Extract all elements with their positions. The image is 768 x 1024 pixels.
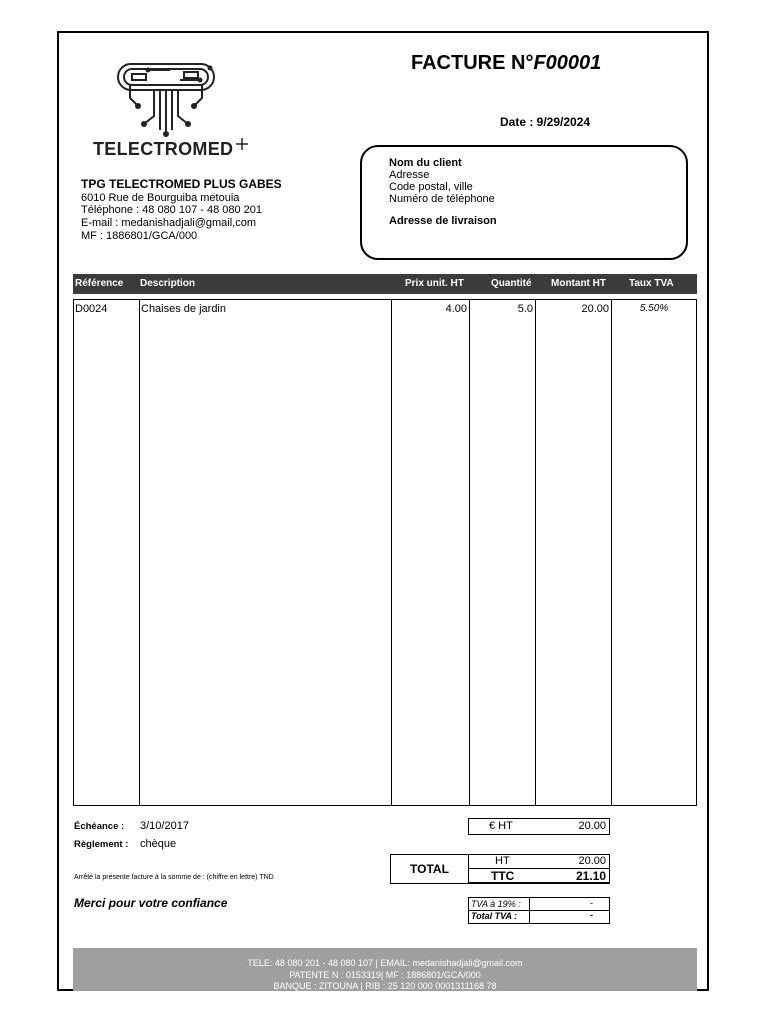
invoice-title-prefix: FACTURE N° (411, 52, 534, 74)
total-tva-value: - (590, 910, 593, 920)
col-amount: Montant HT (551, 278, 606, 289)
footer-line-3: BANQUE : ZITOUNA | RIB : 25 120 000 0001311168 78 (273, 981, 497, 991)
ttc-label: TTC (491, 869, 515, 883)
brand-name: TELECTROMED (93, 139, 234, 159)
invoice-title (411, 52, 601, 75)
client-name: Nom du client (389, 157, 462, 169)
echeance-value: 3/10/2017 (140, 820, 189, 832)
euro-ht-value: 20.00 (578, 820, 606, 832)
echeance-label: Échéance : (74, 821, 125, 832)
invoice-number: F00001 (533, 52, 602, 74)
company-mf: MF : 1886801/GCA/000 (81, 230, 198, 242)
ttc-box (468, 868, 610, 884)
euro-ht-label: € HT (489, 820, 513, 832)
ht-label: HT (495, 855, 510, 867)
company-name: TPG TELECTROMED PLUS GABES (81, 177, 282, 191)
arrete-text: Arrêté la présente facture à la somme de : (chiffre en lettre) TND (74, 874, 274, 881)
footer-line-1: TELE: 48 080 201 - 48 080 107 | EMAIL: medanishadjali@gmail.com (247, 958, 523, 968)
client-delivery: Adresse de livraison (389, 215, 497, 227)
col-quantity: Quantité (491, 278, 532, 289)
col-description: Description (140, 278, 196, 289)
tva19-label: TVA à 19% : (471, 899, 521, 909)
row-reference: D0024 (75, 303, 108, 315)
footer-line-2: PATENTE N : 0153319| MF : 1886801/GCA/000 (289, 969, 481, 980)
total-label: TOTAL (410, 862, 449, 876)
row-unit-price: 4.00 (445, 303, 467, 315)
euro-ht-box (468, 818, 610, 835)
client-postal: Code postal, ville (389, 181, 473, 193)
company-phone: Téléphone : 48 080 107 - 48 080 201 (81, 204, 263, 216)
row-quantity: 5.0 (517, 303, 533, 315)
company-email: E-mail : medanishadjali@gmail,com (81, 217, 257, 229)
row-tva-rate: 5.50% (639, 303, 669, 314)
table-header (73, 274, 697, 294)
tva-box (468, 897, 610, 924)
reglement-value: chèque (140, 838, 177, 850)
client-phone: Numéro de téléphone (389, 193, 495, 205)
tva19-value: - (590, 898, 593, 908)
row-description: Chaises de jardin (141, 303, 226, 315)
company-address: 6010 Rue de Bourguiba metouia (81, 192, 240, 204)
invoice-date: Date : 9/29/2024 (500, 115, 591, 129)
total-tva-label: Total TVA : (471, 911, 518, 921)
ht-box (468, 854, 610, 869)
footer-band (73, 948, 697, 991)
col-reference: Référence (75, 278, 124, 289)
ttc-value: 21.10 (575, 869, 606, 883)
total-label-box (390, 854, 469, 884)
col-unit-price: Prix unit. HT (405, 278, 464, 289)
table-body (73, 299, 697, 806)
reglement-label: Règlement : (74, 839, 129, 850)
client-address: Adresse (389, 169, 430, 181)
col-tva-rate: Taux TVA (629, 278, 674, 289)
row-amount: 20.00 (581, 303, 609, 315)
thanks-text: Merci pour votre confiance (74, 896, 228, 910)
ht-value: 20.00 (578, 855, 606, 867)
